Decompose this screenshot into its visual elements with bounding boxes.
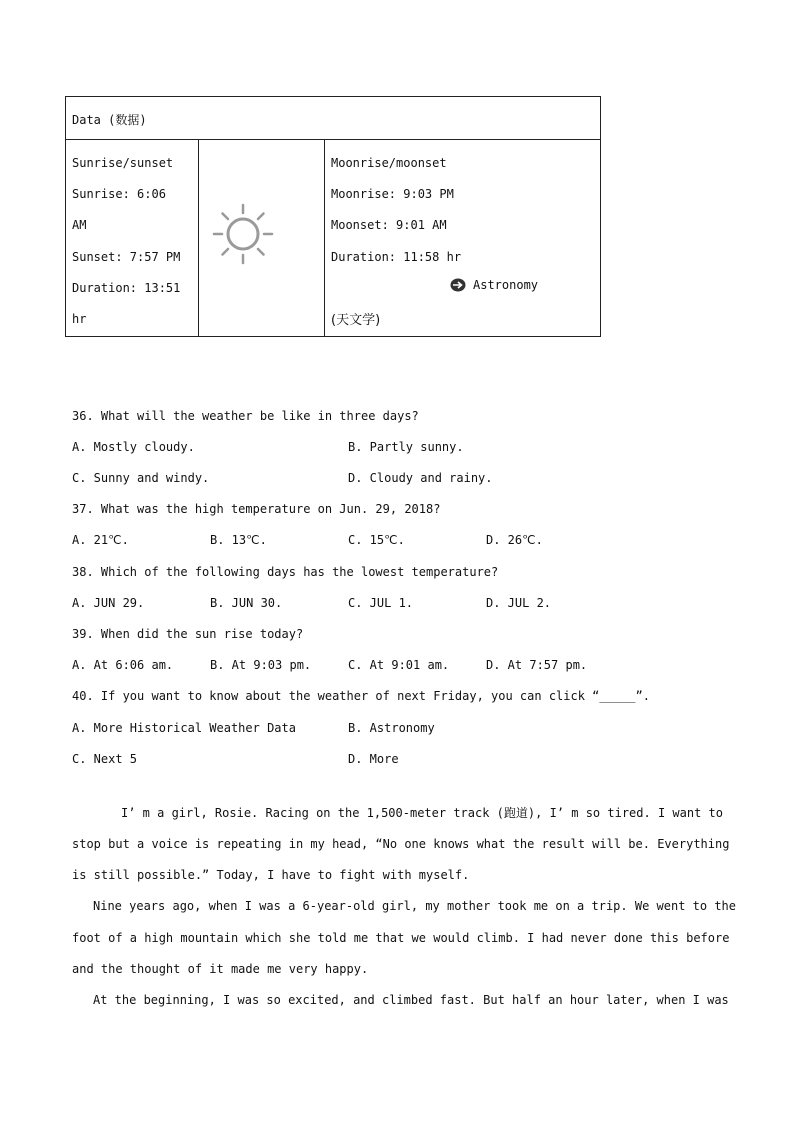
moon-line: Moonrise/moonset bbox=[331, 156, 447, 170]
passage-line: At the beginning, I was so excited, and climbed fast. But half an hour later, when I was bbox=[93, 993, 729, 1007]
answer-option: C. Sunny and windy. bbox=[72, 471, 210, 485]
answer-option: C. Next 5 bbox=[72, 752, 138, 766]
passage-line: is still possible.” Today, I have to fight with myself. bbox=[72, 868, 470, 882]
moon-line: Moonrise: 9:03 PM bbox=[331, 187, 454, 201]
sun-icon-cell bbox=[199, 140, 325, 336]
answer-option: C. 15℃. bbox=[348, 533, 405, 547]
question-stem: 39. When did the sun rise today? bbox=[72, 627, 304, 641]
sun-line: hr bbox=[72, 312, 87, 326]
sun-line: AM bbox=[72, 218, 87, 232]
answer-option: B. At 9:03 pm. bbox=[210, 658, 312, 672]
table-header bbox=[66, 97, 600, 140]
moonrise-moonset-cell bbox=[325, 140, 600, 336]
table-header-label: Data (数据) bbox=[72, 113, 147, 127]
answer-option: A. 21℃. bbox=[72, 533, 129, 547]
answer-option: A. At 6:06 am. bbox=[72, 658, 174, 672]
sunrise-sunset-cell bbox=[66, 140, 199, 336]
astronomy-link-label[interactable]: Astronomy bbox=[473, 278, 539, 292]
astronomy-data-table bbox=[65, 96, 601, 337]
answer-option: B. JUN 30. bbox=[210, 596, 283, 610]
answer-option: D. JUL 2. bbox=[486, 596, 552, 610]
sun-line: Sunrise: 6:06 bbox=[72, 187, 166, 201]
passage-line: foot of a high mountain which she told me that we would climb. I had never done this before bbox=[72, 931, 730, 945]
sun-line: Sunrise/sunset bbox=[72, 156, 174, 170]
answer-option: D. At 7:57 pm. bbox=[486, 658, 588, 672]
answer-option: C. At 9:01 am. bbox=[348, 658, 450, 672]
question-stem: 37. What was the high temperature on Jun. 29, 2018? bbox=[72, 502, 441, 516]
passage-line: stop but a voice is repeating in my head, “No one knows what the result will be. Everything bbox=[72, 837, 730, 851]
question-stem: 36. What will the weather be like in three days? bbox=[72, 409, 419, 423]
answer-option: B. Partly sunny. bbox=[348, 440, 464, 454]
arrow-circle-icon bbox=[450, 278, 466, 292]
answer-option: C. JUL 1. bbox=[348, 596, 414, 610]
moon-line: Moonset: 9:01 AM bbox=[331, 218, 447, 232]
passage-line: Nine years ago, when I was a 6-year-old girl, my mother took me on a trip. We went to the bbox=[93, 899, 736, 913]
astronomy-link[interactable] bbox=[450, 278, 538, 292]
answer-option: A. More Historical Weather Data bbox=[72, 721, 296, 735]
sun-line: Duration: 13:51 bbox=[72, 281, 181, 295]
moon-line: Duration: 11:58 hr bbox=[331, 250, 462, 264]
answer-option: A. Mostly cloudy. bbox=[72, 440, 195, 454]
passage-line: and the thought of it made me very happy. bbox=[72, 962, 369, 976]
sun-icon bbox=[211, 202, 275, 266]
astronomy-note: (天文学) bbox=[331, 313, 381, 328]
sun-line: Sunset: 7:57 PM bbox=[72, 250, 181, 264]
question-stem: 38. Which of the following days has the lowest temperature? bbox=[72, 565, 499, 579]
answer-option: D. 26℃. bbox=[486, 533, 543, 547]
answer-option: B. Astronomy bbox=[348, 721, 435, 735]
answer-option: D. Cloudy and rainy. bbox=[348, 471, 493, 485]
passage-line: I’ m a girl, Rosie. Racing on the 1,500-meter track (跑道), I’ m so tired. I want to bbox=[121, 806, 723, 820]
answer-option: B. 13℃. bbox=[210, 533, 267, 547]
question-stem: 40. If you want to know about the weather of next Friday, you can click “_____”. bbox=[72, 689, 650, 703]
answer-option: D. More bbox=[348, 752, 399, 766]
answer-option: A. JUN 29. bbox=[72, 596, 145, 610]
